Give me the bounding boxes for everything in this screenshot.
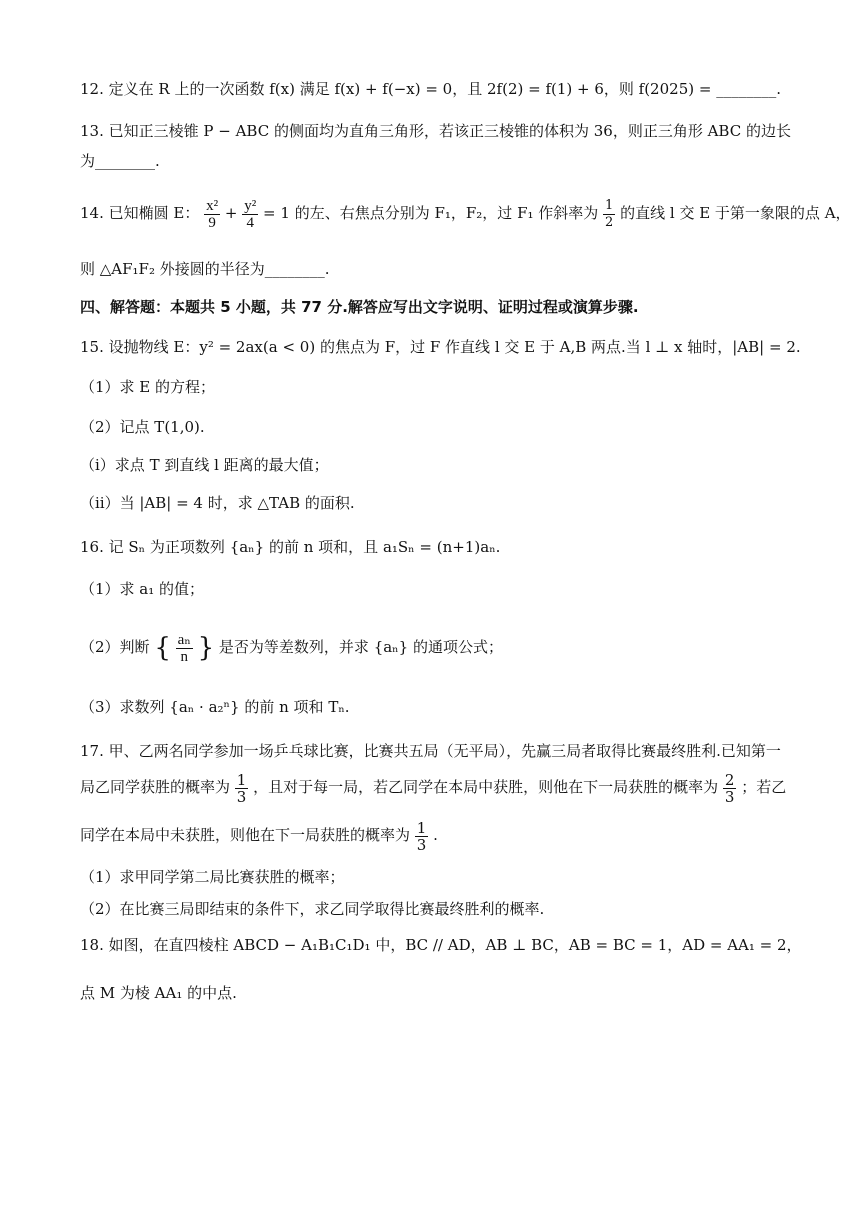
problem-18-line-2: 点 M 为棱 AA₁ 的中点. (80, 984, 237, 1002)
problem-17-line-2 (80, 770, 790, 805)
problem-16-sub-3: （3）求数列 {aₙ · a₂ⁿ} 的前 n 项和 Tₙ. (80, 698, 350, 716)
problem-15-sub-2-i: （ⅰ）求点 T 到直线 l 距离的最大值； (80, 456, 329, 474)
problem-17-line-1: 17. 甲、乙两名同学参加一场乒乓球比赛，比赛共五局（无平局），先赢三局者取得比赛最终胜利.已知第一 (80, 742, 781, 760)
p16-s2-post: 是否为等差数列，并求 {aₙ} 的通项公式； (218, 638, 503, 656)
problem-15-sub-1: （1）求 E 的方程； (80, 378, 216, 396)
problem-15-sub-2-ii: （ⅱ）当 |AB| = 4 时，求 △TAB 的面积. (80, 494, 355, 512)
p14-post: 的直线 l 交 E 于第一象限的点 A， (620, 204, 851, 222)
problem-17-sub-2: （2）在比赛三局即结束的条件下，求乙同学取得比赛最终胜利的概率. (80, 900, 545, 918)
problem-14-line-2: 则 △AF₁F₂ 外接圆的半径为________. (80, 260, 330, 278)
p16-s2-pre: （2）判断 (80, 638, 150, 656)
p14-pre: 14. 已知椭圆 E： (80, 204, 200, 222)
p14-y-fraction: $\frac{\text{y²}}{4}$ (244, 197, 257, 231)
p14-slope-fraction: $\frac{1}{2}$ (605, 197, 614, 230)
p14-x-fraction: $\frac{\text{x²}}{9}$ (206, 197, 219, 231)
problem-16-sub-2: （2）判断 { $\frac{\text{aₙ}}{n}$ } 是否为等差数列，并求 {aₙ} 的通项公式； (80, 631, 503, 665)
problem-15-line-1: 15. 设抛物线 E：y² = 2ax(a < 0) 的焦点为 F，过 F 作直线 l 交 E 于 A,B 两点.当 l ⊥ x 轴时，|AB| = 2. (80, 338, 801, 356)
problem-12: 12. 定义在 R 上的一次函数 f(x) 满足 f(x) + f(−x) = 0，且 2f(2) = f(1) + 6，则 f(2025) = ________. (80, 80, 781, 98)
p17-fraction-3: $\frac{1}{3}$ (416, 818, 427, 854)
problem-18-line-1: 18. 如图，在直四棱柱 ABCD − A₁B₁C₁D₁ 中，BC // AD，AB ⊥ BC，AB = BC = 1，AD = AA₁ = 2， (80, 936, 802, 954)
p16-ratio-fraction: $\frac{\text{aₙ}}{n}$ (177, 631, 191, 665)
p17-fraction-2: $\frac{2}{3}$ (724, 770, 735, 806)
p17-l3-pre: 同学在本局中未获胜，则他在下一局获胜的概率为 (80, 826, 411, 844)
p17-l3-post: . (433, 826, 438, 844)
problem-16-line-1: 16. 记 Sₙ 为正项数列 {aₙ} 的前 n 项和，且 a₁Sₙ = (n+1)aₙ. (80, 538, 501, 556)
p17-l2-pre: 局乙同学获胜的概率为 (80, 778, 231, 796)
problem-16-sub-1: （1）求 a₁ 的值； (80, 580, 205, 598)
problem-13-line-2: 为________. (80, 152, 160, 170)
section-4-heading: 四、解答题：本题共 5 小题，共 77 分.解答应写出文字说明、证明过程或演算步骤. (80, 298, 639, 316)
p14-plus: + (224, 204, 238, 222)
problem-13-line-1: 13. 已知正三棱锥 P − ABC 的侧面均为直角三角形，若该正三棱锥的体积为 36，则正三角形 ABC 的边长 (80, 122, 791, 140)
p17-l2-mid: ，且对于每一局，若乙同学在本局中获胜，则他在下一局获胜的概率为 (253, 778, 719, 796)
p17-fraction-1: $\frac{1}{3}$ (236, 770, 247, 806)
problem-17-line-3 (80, 818, 790, 853)
p14-mid: = 1 的左、右焦点分别为 F₁，F₂，过 F₁ 作斜率为 (263, 204, 599, 222)
problem-17-sub-1: （1）求甲同学第二局比赛获胜的概率； (80, 868, 345, 886)
p17-l2-post: ；若乙 (741, 778, 787, 796)
problem-14-line-1 (80, 196, 851, 231)
problem-15-sub-2: （2）记点 T(1,0). (80, 418, 205, 436)
